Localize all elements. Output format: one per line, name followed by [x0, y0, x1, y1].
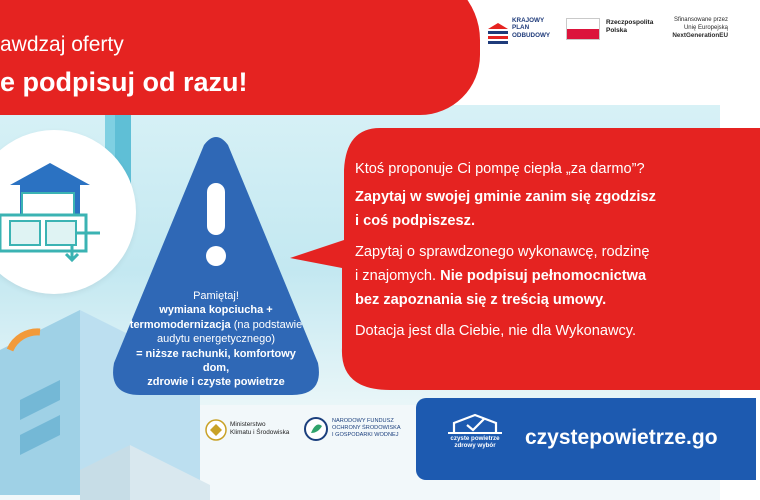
house-check-icon [434, 413, 516, 435]
bubble-p3-line-1: Dotacja jest dla Ciebie, nie dla Wykonawcy. [355, 323, 637, 339]
website-url-link[interactable]: czystepowietrze.go [525, 426, 718, 449]
eu-logo [654, 17, 728, 47]
bubble-p1-line-2: Zapytaj w swojej gminie zanim się zgodzisz [355, 189, 656, 205]
headline-line-2: e podpisuj od razu! [0, 67, 248, 97]
warning-line-5: = niższe rachunki, komfortowy dom, [136, 347, 296, 375]
warning-line-2: wymiana kopciucha + [159, 304, 273, 317]
exclamation-icon [206, 183, 226, 266]
speech-bubble-text [355, 157, 725, 350]
eu-line-3: NextGenerationEU [672, 32, 728, 39]
warning-line-4: audytu energetycznego) [156, 333, 276, 346]
bubble-p2-line-3: bez zapoznania się z treścią umowy. [355, 292, 607, 308]
eu-line-1: Sfinansowane przez [673, 17, 728, 23]
kpo-logo [486, 17, 556, 51]
rp-line-1: Rzeczpospolita [606, 19, 654, 26]
eu-line-2: Unię Europejską [683, 24, 728, 31]
cp-logo-line-1: czyste powietrze [450, 435, 500, 442]
rp-line-2: Polska [606, 27, 627, 34]
nfos-logo [304, 417, 414, 447]
czyste-powietrze-logo [434, 413, 516, 465]
cp-logo-line-2: zdrowy wybór [454, 442, 496, 450]
nfos-leaf-icon [304, 417, 328, 443]
nfos-line-1: NARODOWY FUNDUSZ [332, 418, 394, 424]
mkis-line-1: Ministerstwo [230, 421, 266, 428]
funding-logos [478, 14, 728, 50]
warning-line-3-rest: (na podstawie [230, 318, 303, 331]
kpo-line-2: PLAN [512, 24, 530, 32]
mkis-line-2: Klimatu i Środowiska [230, 429, 290, 436]
kpo-line-3: ODBUDOWY [512, 31, 551, 39]
nfos-line-2: OCHRONY ŚRODOWISKA [332, 424, 401, 431]
rp-logo [566, 18, 654, 48]
polish-flag-icon [566, 18, 600, 40]
nfos-line-3: I GOSPODARKI WODNEJ [332, 431, 399, 438]
warning-text [127, 289, 305, 390]
warning-line-1: Pamiętaj! [193, 290, 239, 302]
eagle-emblem-icon [205, 418, 227, 442]
bubble-p1-line-3: i coś podpiszesz. [355, 213, 476, 229]
kpo-line-1: KRAJOWY [512, 17, 545, 24]
bubble-p1-line-1: Ktoś proponuje Ci pompę ciepła „za darmo”? [355, 161, 645, 177]
kpo-emblem-icon [486, 19, 510, 45]
house-icon [0, 155, 110, 265]
bubble-p2-line-2-a: i znajomych. [355, 268, 441, 284]
ministry-logo [205, 418, 315, 444]
headline-line-1: awdzaj oferty [0, 33, 124, 56]
warning-line-6: zdrowie i czyste powietrze [147, 376, 285, 389]
bubble-p2-line-2-b: Nie podpisuj pełnomocnictwa [440, 268, 647, 284]
warning-line-3-bold: termomodernizacja [129, 318, 231, 331]
bubble-p2-line-1: Zapytaj o sprawdzonego wykonawcę, rodzinę [355, 244, 650, 260]
